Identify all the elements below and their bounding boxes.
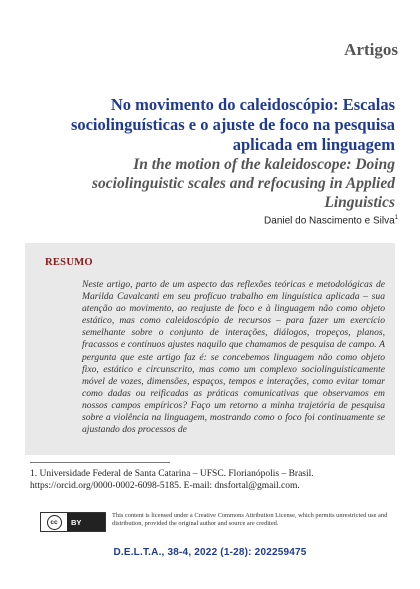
abstract-heading: RESUMO xyxy=(45,257,93,268)
abstract-text: Neste artigo, parto de um aspecto das reflexões teóricas e metodológicas de Marilda Cavalcanti em seu profícuo trabalho em linguística aplicada – sua atenção ao movimento, ao reajuste de foco e à linguagem não como objeto estático, mas como caleidoscópio de recursos – para fazer um exercício semelhante sobre o conjunto de interações, diálogos, tropeços, planos, fracassos e contínuos ajustes naquilo que chamamos de pesquisa de campo. A pergunta que este artigo faz é: se concebemos linguagem não como objeto fixo, estático e circunscrito, mas como um complexo sociolinguisticamente móvel de vozes, dimensões, espaços, tempos e interações, como evitar tomar como dadas ou reificadas as práticas comunicativas que observamos em nossos campos empíricos? Faço um retorno a minha trajetória de pesquisa sobre a violência na linguagem, mostrando como o foco foi continuamente se ajustando dos processos de xyxy=(82,279,385,436)
cc-by-label: BY xyxy=(67,513,105,531)
section-label: Artigos xyxy=(344,40,398,59)
license-text: This content is licensed under a Creative Commons Attribution License, which permits unrestricted use and distribution, provided the original author and source are credited. xyxy=(112,512,388,528)
cc-logo xyxy=(41,513,67,531)
author-name: Daniel do Nascimento e Silva xyxy=(264,215,395,227)
author-line xyxy=(264,215,398,226)
journal-reference: D.E.L.T.A., 38-4, 2022 (1-28): 202259475 xyxy=(113,547,307,558)
footnote: 1. Universidade Federal de Santa Catarina – UFSC. Florianópolis – Brasil. https://orcid.org/0000-0002-6098-5185. E-mail: dnsfortal@gmail.com. xyxy=(30,469,314,491)
footnote-divider xyxy=(30,462,170,463)
cc-icon: cc xyxy=(47,515,62,530)
article-title-portuguese: No movimento do caleidoscópio: Escalas sociolinguísticas e o ajuste de foco na pesquisa aplicada em linguagem xyxy=(70,95,395,154)
creative-commons-badge[interactable] xyxy=(40,512,106,532)
article-title-english: In the motion of the kaleidoscope: Doing sociolinguistic scales and refocusing in Applied Linguistics xyxy=(92,156,395,211)
author-footnote-mark: 1 xyxy=(394,215,398,221)
